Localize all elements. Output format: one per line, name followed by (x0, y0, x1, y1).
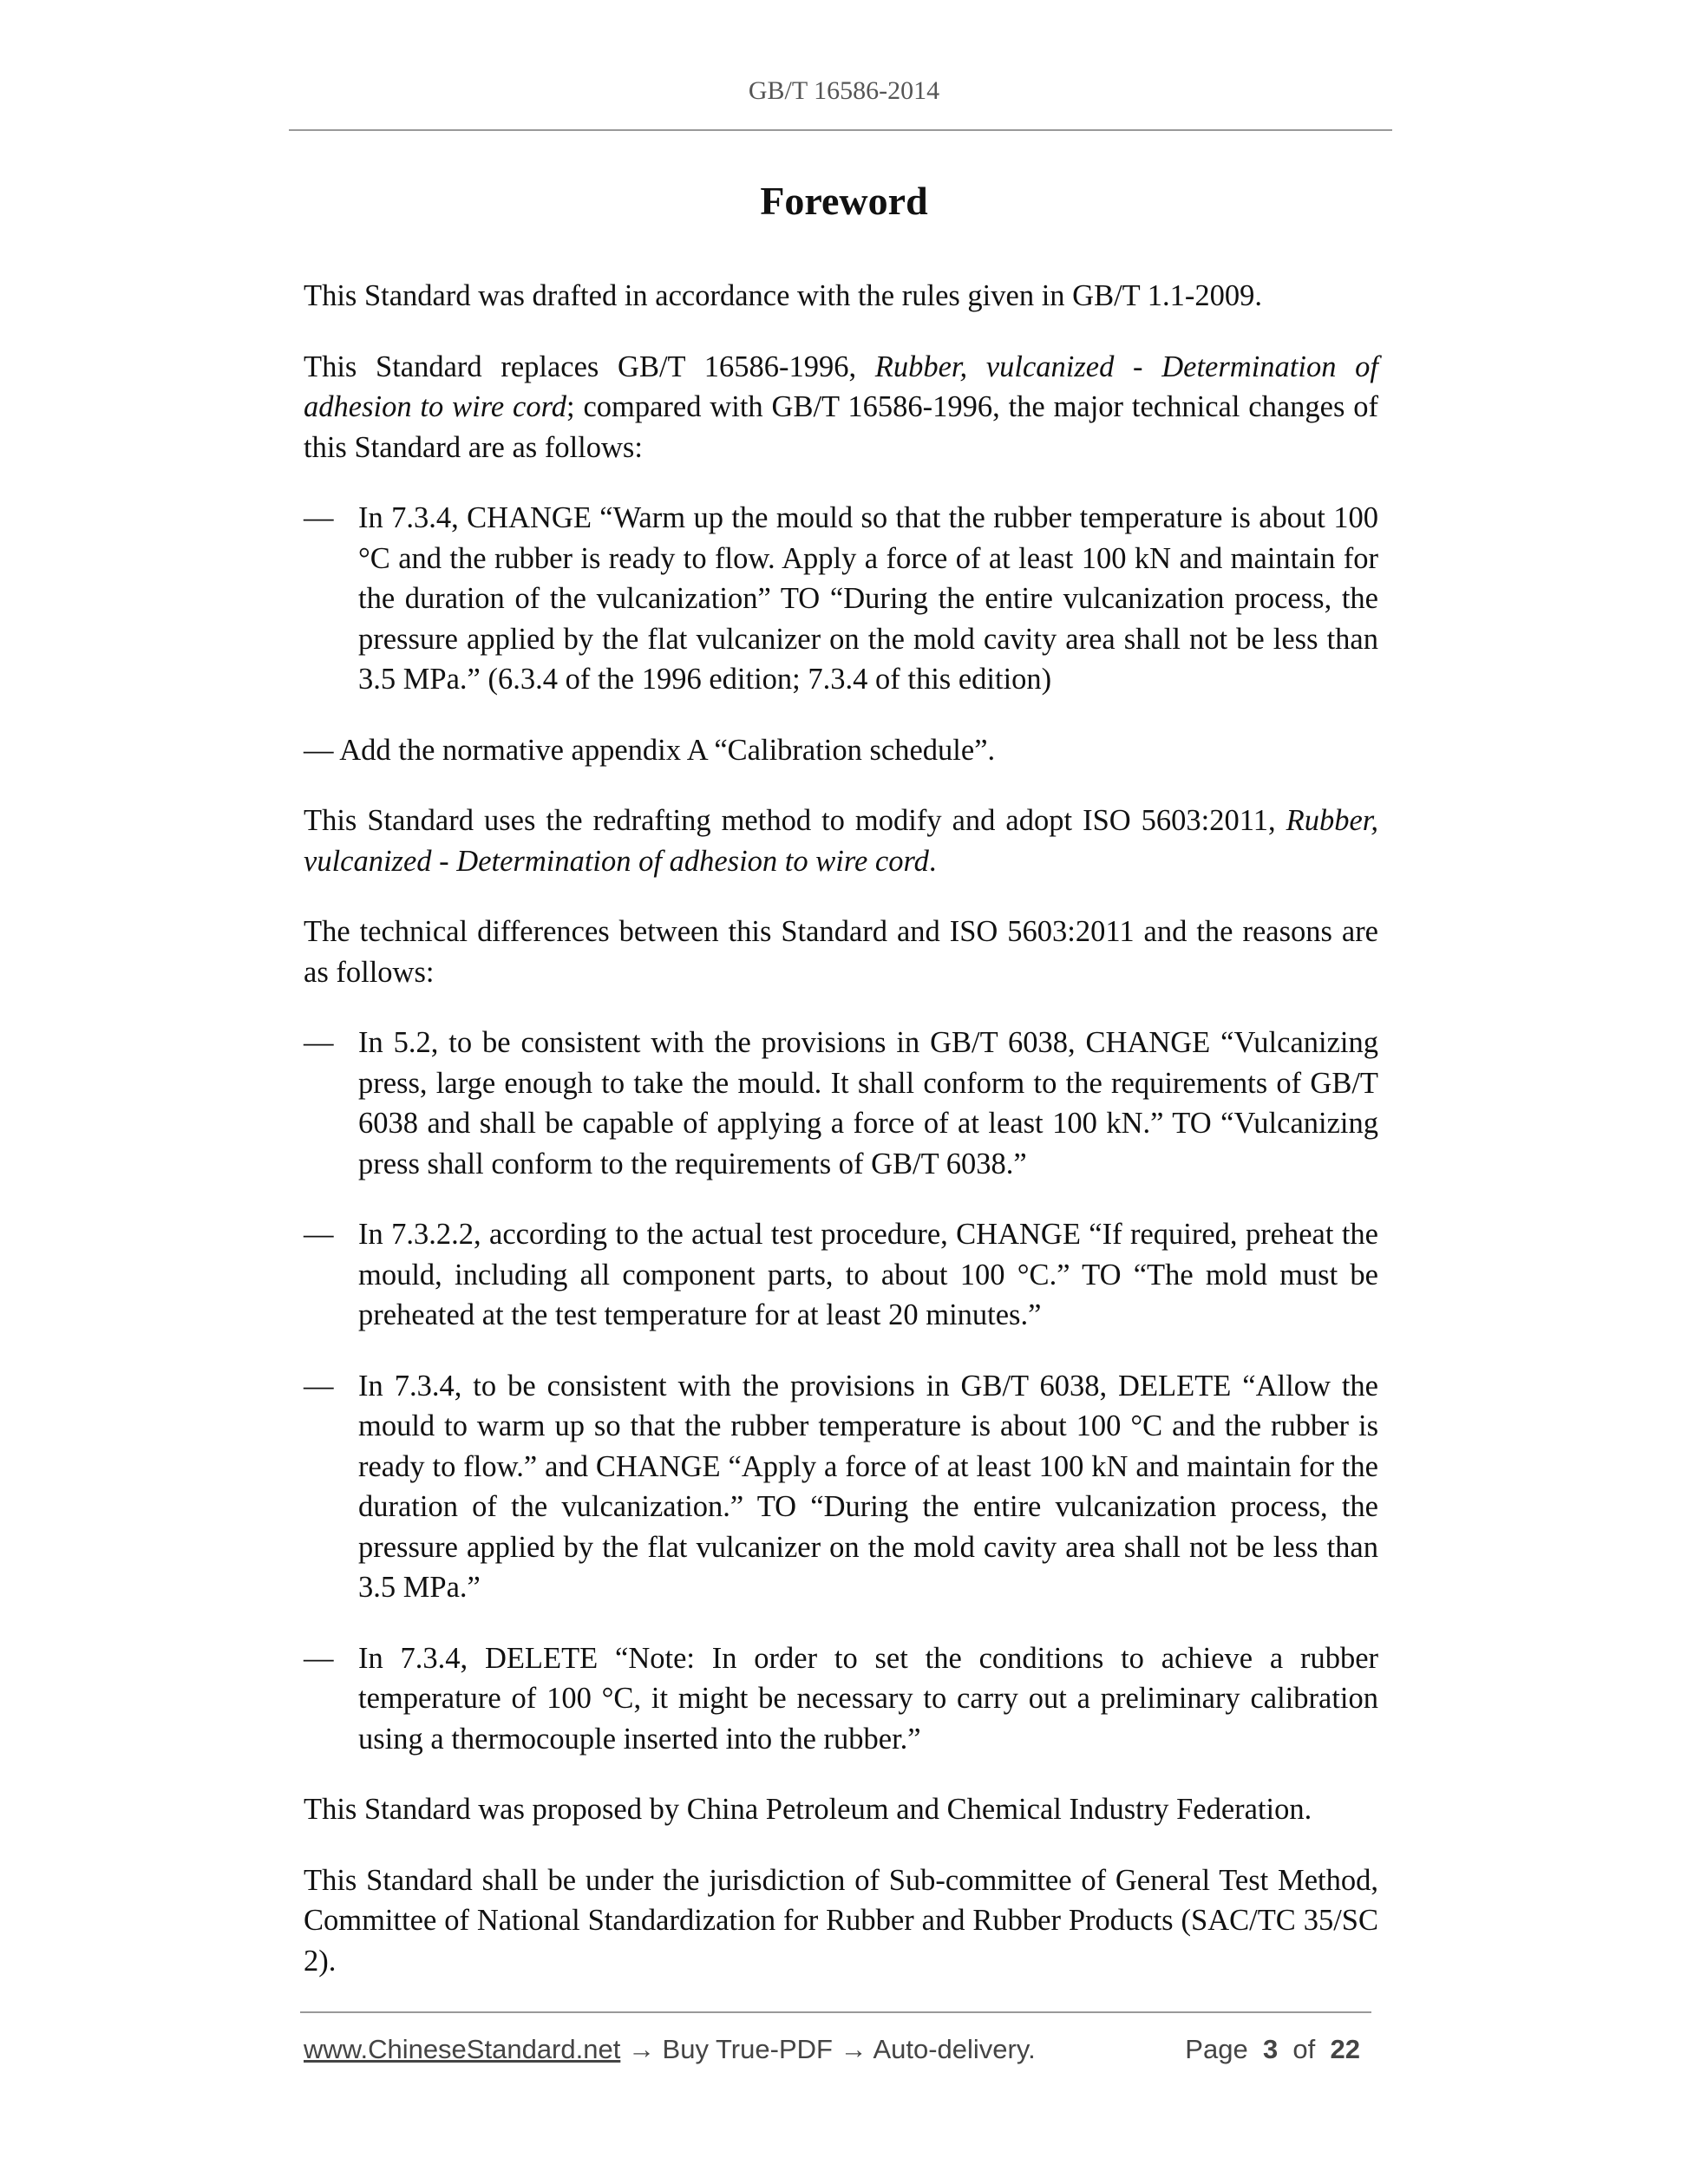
document-body (304, 276, 1378, 2011)
dash-bullet: — (304, 1641, 334, 1675)
footer-divider (300, 2011, 1371, 2013)
of-label: of (1292, 2034, 1316, 2064)
paragraph: This Standard was drafted in accordance with the rules given in GB/T 1.1-2009. (304, 279, 1262, 312)
page-footer (304, 2034, 1371, 2065)
list-item-text: In 7.3.4, DELETE “Note: In order to set the conditions to achieve a rubber temperature of 100 °C, it might be necessary to carry out a preliminary calibration using a thermocouple inserted into the rubber.” (358, 1641, 1378, 1756)
paragraph (304, 347, 1378, 468)
website-link[interactable]: www.ChineseStandard.net (304, 2034, 621, 2064)
dash-bullet: — (304, 1026, 334, 1059)
list-item: — Add the normative appendix A “Calibration schedule”. (304, 733, 996, 767)
document-title-italic: Rubber, vulcanized - Determination of adhesion to wire cord (304, 350, 1378, 423)
current-page: 3 (1262, 2034, 1279, 2064)
text: . (928, 844, 937, 878)
page-title: Foreword (760, 179, 928, 223)
paragraph (304, 801, 1378, 881)
list-item (304, 1638, 1378, 1760)
dash-bullet: — (304, 1218, 334, 1251)
document-title-italic: Rubber, vulcanized - Determination of adhesion to wire cord (304, 804, 1378, 878)
header-divider (289, 129, 1392, 131)
page-label: Page (1185, 2034, 1248, 2064)
paragraph: This Standard shall be under the jurisdiction of Sub-committee of General Test Method, Committee of National Standardization for Rubber and Rubber Products (SAC/TC 35/SC 2). (304, 1863, 1378, 1978)
text: ; compared with GB/T 16586-1996, the major technical changes of this Standard are as follows: (304, 390, 1378, 464)
dash-bullet: — (304, 501, 334, 534)
page-number (1185, 2034, 1360, 2065)
paragraph: This Standard was proposed by China Petroleum and Chemical Industry Federation. (304, 1793, 1312, 1826)
list-item (304, 1023, 1378, 1184)
list-item (304, 1366, 1378, 1608)
running-header: GB/T 16586-2014 (748, 76, 940, 105)
text: This Standard replaces GB/T 16586-1996, (304, 350, 875, 383)
list-item (304, 498, 1378, 700)
paragraph: The technical differences between this Standard and ISO 5603:2011 and the reasons are as follows: (304, 915, 1378, 989)
promo-text: → Buy True-PDF → Auto-delivery. (620, 2034, 1036, 2064)
total-pages: 22 (1330, 2034, 1360, 2064)
list-item (304, 1214, 1378, 1336)
list-item-text: In 7.3.4, CHANGE “Warm up the mould so that the rubber temperature is about 100 °C and the rubber is ready to flow. Apply a force of at least 100 kN and maintain for the duration of the vulcanization” TO “During the entire vulcanization process, the pressure applied by the flat vulcanizer on the mold cavity area shall not be less than 3.5 MPa.” (6.3.4 of the 1996 edition; 7.3.4 of this edition) (358, 501, 1378, 696)
dash-bullet: — (304, 1369, 334, 1403)
text: This Standard uses the redrafting method to modify and adopt ISO 5603:2011, (304, 804, 1286, 837)
list-item-text: In 5.2, to be consistent with the provisions in GB/T 6038, CHANGE “Vulcanizing press, large enough to take the mould. It shall conform to the requirements of GB/T 6038 and shall be capable of applying a force of at least 100 kN.” TO “Vulcanizing press shall conform to the requirements of GB/T 6038.” (358, 1026, 1378, 1180)
footer-promo (304, 2034, 1036, 2065)
list-item-text: In 7.3.2.2, according to the actual test procedure, CHANGE “If required, preheat the mould, including all component parts, to about 100 °C.” TO “The mold must be preheated at the test temperature for at least 20 minutes.” (358, 1218, 1378, 1331)
list-item-text: In 7.3.4, to be consistent with the provisions in GB/T 6038, DELETE “Allow the mould to warm up so that the rubber temperature is about 100 °C and the rubber is ready to flow.” and CHANGE “Apply a force of at least 100 kN and maintain for the duration of the vulcanization.” TO “During the entire vulcanization process, the pressure applied by the flat vulcanizer on the mold cavity area shall not be less than 3.5 MPa.” (358, 1369, 1378, 1604)
